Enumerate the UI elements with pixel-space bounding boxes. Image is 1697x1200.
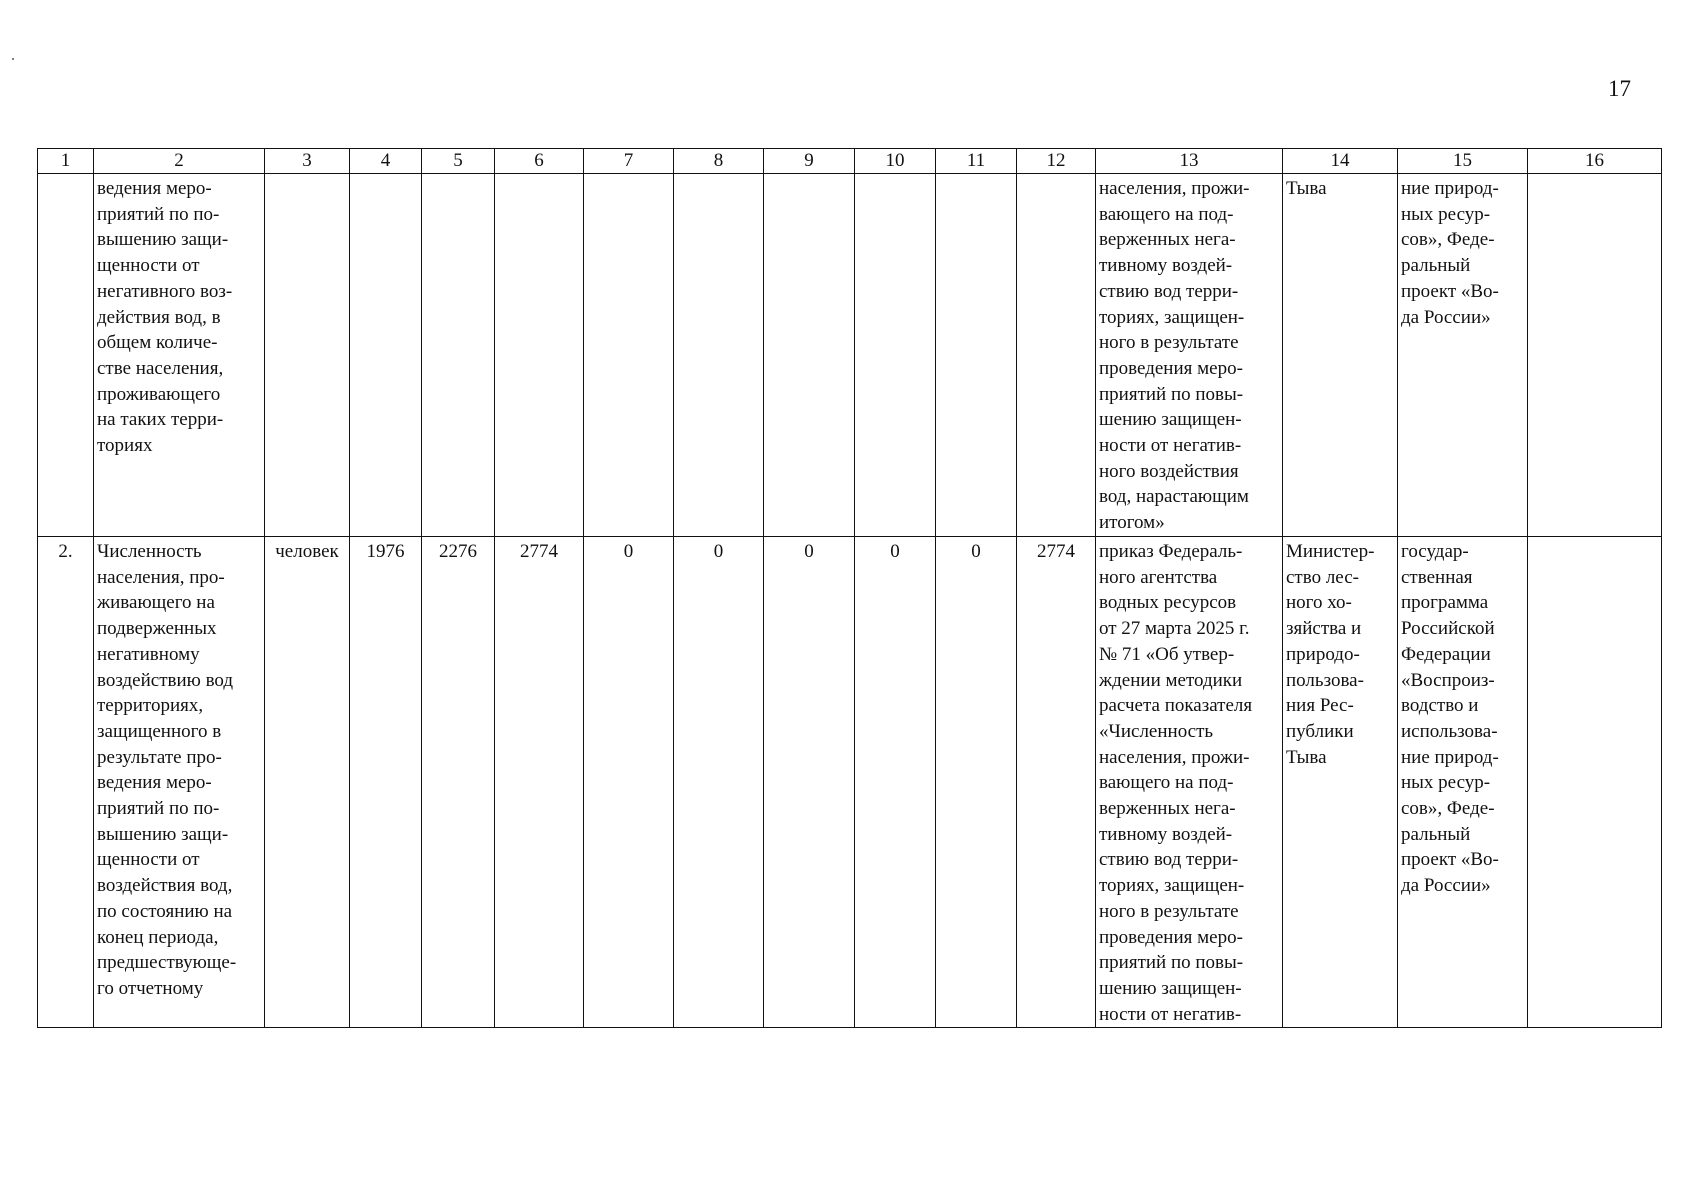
- header-cell: 15: [1398, 149, 1528, 174]
- value-cell: [422, 174, 495, 537]
- program-cell: государ- ственная программа Российской Федерации «Воспроиз- водство и использова- ние природ- ных ресур- сов», Феде- ральный проект «Во- да России»: [1398, 537, 1528, 1028]
- header-cell: 7: [584, 149, 674, 174]
- scan-speck: [12, 58, 14, 60]
- value-cell: [674, 174, 764, 537]
- methodology-cell: приказ Федераль- ного агентства водных ресурсов от 27 марта 2025 г. № 71 «Об утвер- ждении методики расчета показателя «Численность населения, прожи- вающего на под- верженных нега- тивному воздей- ствию вод терри- ториях, защищен- ного в результате проведения меро- приятий по повы- шению защищен- ности от негатив-: [1096, 537, 1283, 1028]
- value-cell: 0: [764, 537, 855, 1028]
- value-cell: [584, 174, 674, 537]
- value-cell: [1017, 174, 1096, 537]
- program-cell: ние природ- ных ресур- сов», Феде- ральный проект «Во- да России»: [1398, 174, 1528, 537]
- header-cell: 12: [1017, 149, 1096, 174]
- header-cell: 10: [855, 149, 936, 174]
- page-number: 17: [1608, 76, 1631, 101]
- header-cell: 11: [936, 149, 1017, 174]
- header-cell: 8: [674, 149, 764, 174]
- header-cell: 9: [764, 149, 855, 174]
- unit-cell: человек: [265, 537, 350, 1028]
- table-row: [38, 537, 1662, 1028]
- value-cell: [350, 174, 422, 537]
- value-cell: 0: [674, 537, 764, 1028]
- indicator-name-cell: Численность населения, про- живающего на подверженных негативному воздействию вод территориях, защищенного в результате про- ведения меро- приятий по по- вышению защи- щенности от воздействия вод, по состоянию на конец периода, предшествующе- го отчетному: [94, 537, 265, 1028]
- unit-cell: [265, 174, 350, 537]
- value-cell: 0: [936, 537, 1017, 1028]
- methodology-cell: населения, прожи- вающего на под- верженных нега- тивному воздей- ствию вод терри- ториях, защищен- ного в результате проведения меро- приятий по повы- шению защищен- ности от негатив- ного воздействия вод, нарастающим итогом»: [1096, 174, 1283, 537]
- header-cell: 6: [495, 149, 584, 174]
- value-cell: 0: [855, 537, 936, 1028]
- header-cell: 2: [94, 149, 265, 174]
- responsible-cell: Тыва: [1283, 174, 1398, 537]
- header-cell: 3: [265, 149, 350, 174]
- table-row: [38, 174, 1662, 537]
- header-cell: 13: [1096, 149, 1283, 174]
- row-number-cell: 2.: [38, 537, 94, 1028]
- header-cell: 1: [38, 149, 94, 174]
- row-number-cell: [38, 174, 94, 537]
- header-row: [38, 149, 1662, 174]
- note-cell: [1528, 537, 1662, 1028]
- value-cell: 2276: [422, 537, 495, 1028]
- value-cell: [764, 174, 855, 537]
- indicator-name-cell: ведения меро- приятий по по- вышению защи- щенности от негативного воз- действия вод, в общем количе- стве населения, проживающего на таких терри- ториях: [94, 174, 265, 537]
- value-cell: [855, 174, 936, 537]
- responsible-cell: Министер- ство лес- ного хо- зяйства и природо- пользова- ния Рес- публики Тыва: [1283, 537, 1398, 1028]
- value-cell: 1976: [350, 537, 422, 1028]
- indicator-table: [37, 148, 1662, 1028]
- value-cell: [495, 174, 584, 537]
- value-cell: 0: [584, 537, 674, 1028]
- value-cell: 2774: [1017, 537, 1096, 1028]
- header-cell: 4: [350, 149, 422, 174]
- value-cell: [936, 174, 1017, 537]
- note-cell: [1528, 174, 1662, 537]
- header-cell: 14: [1283, 149, 1398, 174]
- header-cell: 16: [1528, 149, 1662, 174]
- header-cell: 5: [422, 149, 495, 174]
- value-cell: 2774: [495, 537, 584, 1028]
